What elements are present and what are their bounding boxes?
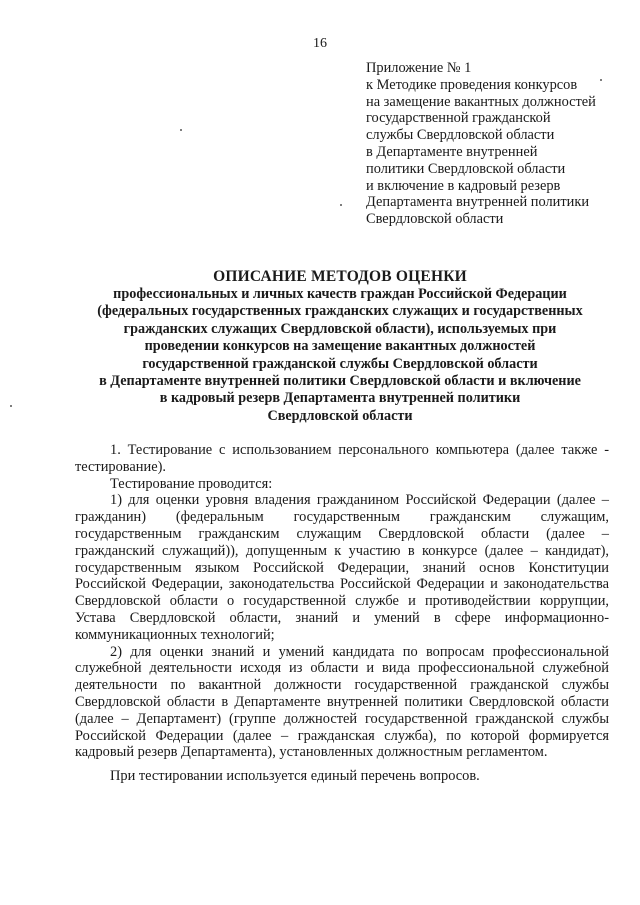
scan-speck — [10, 405, 12, 407]
title-line: в кадровый резерв Департамента внутренней политики — [159, 390, 521, 407]
title-main: ОПИСАНИЕ МЕТОДОВ ОЦЕНКИ — [213, 268, 467, 285]
title-line: проведении конкурсов на замещение вакантных должностей — [144, 338, 536, 355]
appendix-line: Приложение № 1 — [366, 60, 472, 76]
title-line: гражданских служащих Свердловской области), используемых при — [123, 320, 557, 337]
appendix-line: в Департаменте внутренней — [366, 143, 538, 160]
appendix-line: на замещение вакантных должностей — [366, 93, 596, 110]
title-line: в Департаменте внутренней политики Свердловской области и включение — [99, 373, 581, 390]
scan-speck — [340, 204, 342, 206]
paragraph-questions: При тестировании используется единый перечень вопросов. — [110, 768, 480, 785]
title-line: государственной гражданской службы Свердловской области — [142, 355, 538, 372]
appendix-line: службы Свердловской области — [366, 127, 555, 144]
paragraph-conducted: Тестирование проводится: — [110, 475, 273, 492]
appendix-line: государственной гражданской — [366, 110, 551, 127]
appendix-line: и включение в кадровый резерв — [366, 177, 561, 194]
appendix-line: Департамента внутренней политики — [366, 194, 590, 211]
appendix-line: Свердловской области — [366, 211, 504, 228]
page-number: 16 — [313, 36, 327, 51]
paragraph-item-1: 1) для оценки уровня владения гражданином Российской Федерации (далее – гражданин) (федеральным государственным гражданским служащим, государственным гражданским служащим Свердловской области (далее – гражданский служащий)), допущенным к участию в конкурсе (далее – кандидат), государственным языком Российской Федерации, знаний основ Конституции Российской Федерации, законодательства Российской Федерации и законодательства Свердловской области о государственной службе и противодействии коррупции, Устава Свердловской области, знаний и умений в сфере информационно-коммуникационных технологий; — [75, 492, 609, 643]
document-title — [72, 268, 608, 425]
document-body — [75, 442, 609, 785]
appendix-line: политики Свердловской области — [366, 160, 566, 177]
scan-speck — [180, 129, 182, 131]
paragraph-testing: 1. Тестирование с использованием персонального компьютера (далее также - тестирование). — [75, 442, 609, 475]
title-line: Свердловской области — [267, 407, 413, 424]
scan-speck — [600, 79, 602, 81]
title-line: профессиональных и личных качеств граждан Российской Федерации — [113, 286, 567, 302]
appendix-note — [366, 60, 626, 228]
appendix-line: к Методике проведения конкурсов — [366, 76, 578, 93]
title-line: (федеральных государственных гражданских служащих и государственных — [97, 303, 583, 320]
paragraph-item-2: 2) для оценки знаний и умений кандидата по вопросам профессиональной служебной деятельности исходя из области и вида профессиональной служебной деятельности по вакантной должности государственной гражданской службы Свердловской области в Департаменте внутренней политики Свердловской области (далее – Департамент) (группе должностей государственной гражданской службы Российской Федерации (далее – гражданская служба), по которой формируется кадровый резерв Департамента), установленных должностным регламентом. — [75, 643, 609, 761]
